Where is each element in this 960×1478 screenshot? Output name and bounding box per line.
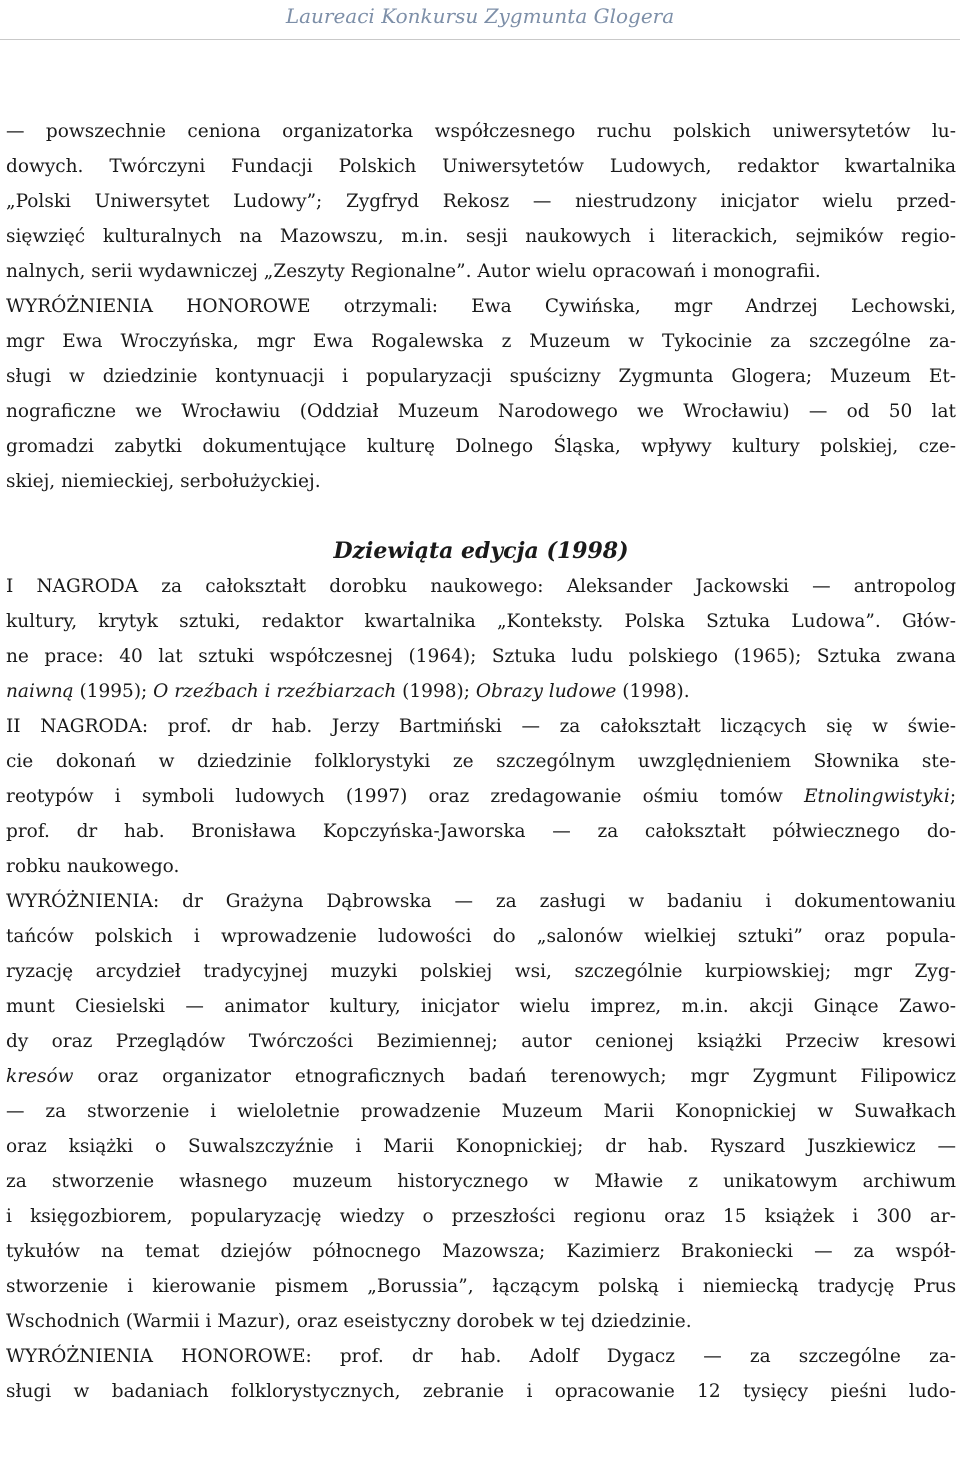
text-line: robku naukowego. (6, 856, 180, 877)
text-line: oraz książki o Suwalszczyźnie i Marii Konopnickiej; dr hab. Ryszard Juszkiewicz — (6, 1136, 956, 1157)
text-line: gromadzi zabytki dokumentujące kulturę Dolnego Śląska, wpływy kultury polskiej, cze- (6, 436, 956, 457)
text-line: za stworzenie własnego muzeum historycznego w Mławie z unikatowym archiwum (6, 1171, 956, 1192)
text-line: sługi w dziedzinie kontynuacji i popularyzacji spuścizny Zygmunta Glogera; Muzeum Et- (6, 366, 957, 387)
text-line: stworzenie i kierowanie pismem „Borussia”, łączącym polską i niemiecką tradycję Prus (6, 1276, 957, 1297)
text-line: — za stworzenie i wieloletnie prowadzenie Muzeum Marii Konopnickiej w Suwałkach (6, 1101, 957, 1122)
section-ninth-edition (6, 569, 956, 1409)
text-line: — powszechnie ceniona organizatorka współczesnego ruchu polskich uniwersytetów lu- (6, 121, 956, 142)
text-line: „Polski Uniwersytet Ludowy”; Zygfryd Rekosz — niestrudzony inicjator wielu przed- (6, 191, 956, 212)
section-previous-edition (6, 114, 956, 499)
text-line: skiej, niemieckiej, serbołużyckiej. (6, 471, 321, 492)
text-line: I NAGRODA za całokształt dorobku naukowego: Aleksander Jackowski — antropolog (6, 576, 957, 597)
text-line: kultury, krytyk sztuki, redaktor kwartalnika „Konteksty. Polska Sztuka Ludowa”. Głów- (6, 611, 956, 632)
text-line: kresów oraz organizator etnograficznych badań terenowych; mgr Zygmunt Filipowicz (6, 1066, 956, 1087)
text-line: naiwną (1995); O rzeźbach i rzeźbiarzach (1998); Obrazy ludowe (1998). (6, 681, 690, 702)
text-line: mgr Ewa Wroczyńska, mgr Ewa Rogalewska z Muzeum w Tykocinie za szczególne za- (6, 331, 956, 352)
text-line: ne prace: 40 lat sztuki współczesnej (1964); Sztuka ludu polskiego (1965); Sztuka zwana (6, 646, 956, 667)
text-line: dowych. Twórczyni Fundacji Polskich Uniwersytetów Ludowych, redaktor kwartalnika (6, 156, 956, 177)
text-line: II NAGRODA: prof. dr hab. Jerzy Bartmiński — za całokształt liczących się w świe- (6, 716, 957, 737)
text-line: sługi w badaniach folklorystycznych, zebranie i opracowanie 12 tysięcy pieśni ludo- (6, 1381, 956, 1402)
text-line: WYRÓŻNIENIA HONOROWE: prof. dr hab. Adolf Dygacz — za szczególne za- (6, 1346, 956, 1367)
text-line: dy oraz Przeglądów Twórczości Bezimiennej; autor cenionej książki Przeciw kresowi (6, 1031, 956, 1052)
text-line: prof. dr hab. Bronisława Kopczyńska-Jaworska — za całokształt półwiecznego do- (6, 821, 957, 842)
text-line: nalnych, serii wydawniczej „Zeszyty Regionalne”. Autor wielu opracowań i monografii. (6, 261, 821, 282)
text-line: sięwzięć kulturalnych na Mazowszu, m.in. sesji naukowych i literackich, sejmików regio- (6, 226, 957, 247)
text-line: Wschodnich (Warmii i Mazur), oraz eseistyczny dorobek w tej dziedzinie. (6, 1311, 692, 1332)
text-line: WYRÓŻNIENIA HONOROWE otrzymali: Ewa Cywińska, mgr Andrzej Lechowski, (6, 296, 957, 317)
text-line: WYRÓŻNIENIA: dr Grażyna Dąbrowska — za zasługi w badaniu i dokumentowaniu (6, 891, 956, 912)
text-line: tańców polskich i wprowadzenie ludowości do „salonów wielkiej sztuki” oraz popula- (6, 926, 956, 947)
text-line: reotypów i symboli ludowych (1997) oraz zredagowanie ośmiu tomów Etnolingwistyki; (6, 786, 957, 807)
text-line: ryzację arcydzieł tradycyjnej muzyki polskiej wsi, szczególnie kurpiowskiej; mgr Zyg- (6, 961, 956, 982)
body-text (6, 114, 956, 1409)
text-line: tykułów na temat dziejów północnego Mazowsza; Kazimierz Brakoniecki — za współ- (6, 1241, 957, 1262)
text-line: cie dokonań w dziedzinie folklorystyki ze szczególnym uwzględnieniem Słownika ste- (6, 751, 957, 772)
text-line: nograficzne we Wrocławiu (Oddział Muzeum Narodowego we Wrocławiu) — od 50 lat (6, 401, 956, 422)
text-line: i księgozbiorem, popularyzację wiedzy o przeszłości regionu oraz 15 książek i 300 ar- (6, 1206, 957, 1227)
text-line: munt Ciesielski — animator kultury, inicjator wielu imprez, m.in. akcji Ginące Zawo- (6, 996, 957, 1017)
running-header: Laureaci Konkursu Zygmunta Glogera (285, 4, 675, 28)
header-rule (0, 39, 960, 40)
section-title: Dziewiąta edycja (1998) (333, 538, 629, 564)
